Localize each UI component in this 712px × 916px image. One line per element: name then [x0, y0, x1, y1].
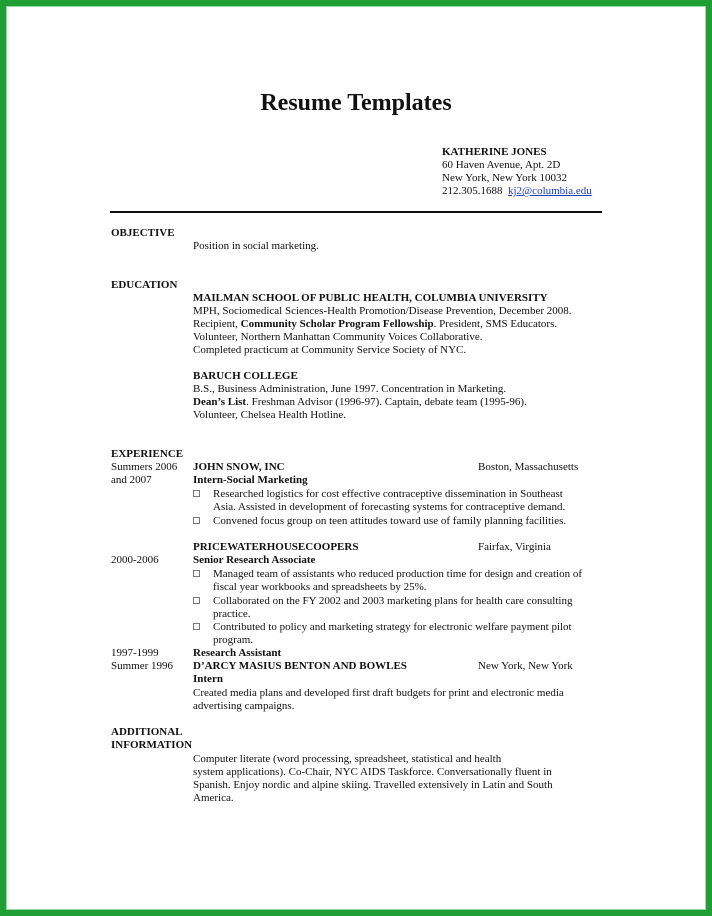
contact-address-line1: 60 Haven Avenue, Apt. 2D — [442, 159, 561, 171]
additional-text: Computer literate (word processing, spreadsheet, statistical and health system applications). Co-Chair, NYC AIDS Taskforce. Conversationally fluent in Spanish. Enjoy nordic and alpine skiing. Travelled extensively in Latin and South America. — [193, 753, 553, 804]
bullet-box-icon — [193, 623, 200, 630]
school-name: MAILMAN SCHOOL OF PUBLIC HEALTH, COLUMBIA UNIVERSITY — [193, 292, 548, 304]
objective-heading: OBJECTIVE — [111, 227, 175, 239]
header-divider — [110, 211, 602, 213]
education-heading: EDUCATION — [111, 279, 178, 291]
bullet-box-icon — [193, 490, 200, 497]
job-3-dates: Summer 1996 — [111, 660, 174, 672]
job-3-role: Intern — [193, 673, 223, 685]
job-3-location: New York, New York — [478, 660, 573, 672]
job-1-location: Boston, Massachusetts — [478, 461, 579, 473]
contact-name: KATHERINE JONES — [442, 146, 547, 158]
school-honors: Recipient, Community Scholar Program Fellowship. President, SMS Educators. — [193, 318, 558, 330]
school-volunteer: Volunteer, Northern Manhattan Community Voices Collaborative. — [193, 331, 483, 343]
contact-phone-email — [442, 185, 592, 198]
bullet-box-icon — [193, 570, 200, 577]
list-item: Managed team of assistants who reduced production time for design and creation of fiscal year workbooks and spreadsheets by 25%. — [193, 568, 212, 581]
list-item: Researched logistics for cost effective contraceptive dissemination in Southeast Asia. Assisted in development of forecasting systems for contraceptive demand. — [193, 488, 212, 501]
job-2-dates: 2000-2006 — [111, 554, 159, 566]
list-item: Contributed to policy and marketing strategy for electronic welfare payment pilot program. — [193, 621, 212, 634]
contact-phone: 212.305.1688 — [442, 185, 503, 197]
additional-heading: ADDITIONAL INFORMATION — [111, 726, 193, 751]
education-school-1 — [193, 292, 572, 357]
bullet-box-icon — [193, 517, 200, 524]
bullet-box-icon — [193, 597, 200, 604]
list-item: Collaborated on the FY 2002 and 2003 marketing plans for health care consulting practice. — [193, 595, 212, 608]
job-3-company: D’ARCY MASIUS BENTON AND BOWLES — [193, 660, 407, 672]
contact-address-line2: New York, New York 10032 — [442, 172, 567, 184]
school-practicum: Completed practicum at Community Service Society of NYC. — [193, 344, 467, 356]
job-2-role: Senior Research Associate — [193, 554, 316, 566]
job-3-description: Created media plans and developed first draft budgets for print and electronic media advertising campaigns. — [193, 687, 564, 712]
school-honors: Dean’s List. Freshman Advisor (1996-97). Captain, debate team (1995-96). — [193, 396, 527, 408]
objective-text: Position in social marketing. — [193, 240, 319, 252]
school-degree: MPH, Sociomedical Sciences-Health Promotion/Disease Prevention, December 2008. — [193, 305, 572, 317]
page-title: Resume Templates — [260, 90, 452, 116]
school-name: BARUCH COLLEGE — [193, 370, 298, 382]
job-2-extra-dates: 1997-1999 — [111, 647, 159, 659]
job-2-extra-role: Research Assistant — [193, 647, 282, 659]
education-school-2 — [193, 370, 527, 422]
school-degree: B.S., Business Administration, June 1997. Concentration in Marketing. — [193, 383, 507, 395]
school-volunteer: Volunteer, Chelsea Health Hotline. — [193, 409, 347, 421]
list-item: Convened focus group on teen attitudes toward use of family planning facilities. — [193, 515, 212, 528]
job-1-role: Intern-Social Marketing — [193, 474, 308, 486]
job-2-location: Fairfax, Virginia — [478, 541, 551, 553]
job-1-dates: Summers 2006 and 2007 — [111, 461, 178, 486]
contact-email-link[interactable]: kj2@columbia.edu — [508, 185, 592, 197]
job-2-company: PRICEWATERHOUSECOOPERS — [193, 541, 359, 553]
experience-heading: EXPERIENCE — [111, 448, 184, 460]
contact-block — [442, 146, 592, 198]
job-1-company: JOHN SNOW, INC — [193, 461, 285, 473]
